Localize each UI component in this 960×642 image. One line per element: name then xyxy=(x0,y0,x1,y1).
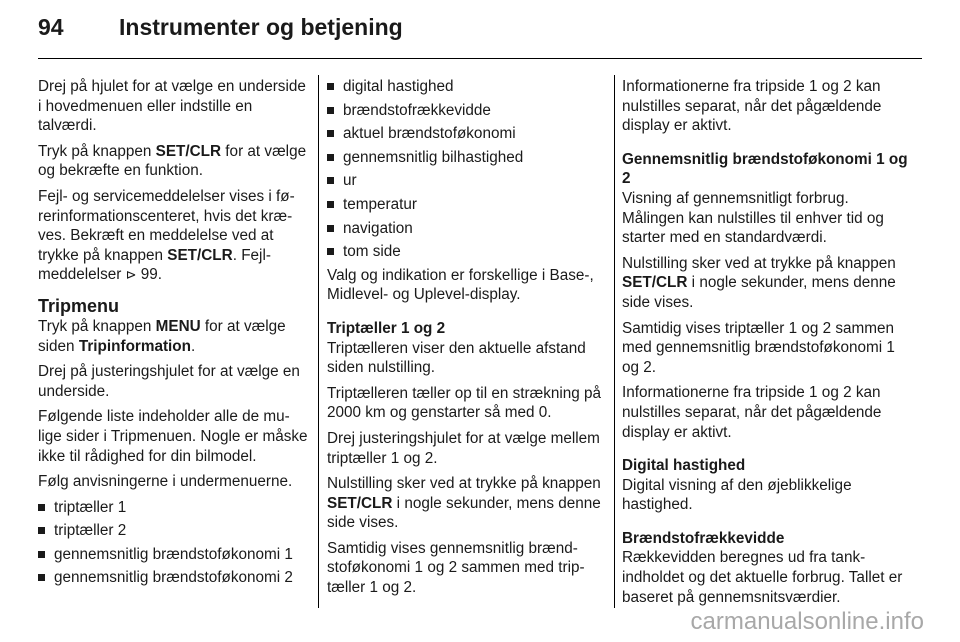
bullet-icon xyxy=(38,551,45,558)
bullet-icon xyxy=(38,574,45,581)
page-reference-arrow-icon[interactable]: ⊳ xyxy=(125,267,137,283)
paragraph: Samtidig vises triptæller 1 og 2 sammen med gennemsnitlig brændstoføkonomi 1 og 2. xyxy=(622,319,895,376)
list-item: gennemsnitlig bilhastighed xyxy=(327,148,605,168)
subheading: Digital hastighed xyxy=(622,457,746,475)
paragraph: Samtidig vises gennemsnitlig brændstoføkonomi 1 og 2 sammen med triptæller 1 og 2. xyxy=(327,539,585,597)
trip-menu-list xyxy=(327,77,605,262)
bullet-icon xyxy=(327,107,334,114)
list-item: gennemsnitlig brændstoføkonomi 2 xyxy=(38,568,308,588)
paragraph: Tryk på knappen SET/CLR for at vælge og bekræfte en funktion. xyxy=(38,142,307,180)
paragraph: Nulstilling sker ved at trykke på knappen SET/CLR i nogle sekunder, mens denne side vises. xyxy=(327,475,601,532)
paragraph: Følgende liste indeholder alle de mulige sider i Tripmenuen. Nogle er måske ikke til rådighed for din bilmodel. xyxy=(38,408,308,465)
bullet-icon xyxy=(38,527,45,534)
column-divider xyxy=(318,75,319,608)
paragraph: Digital visning af den øjeblikkelige hastighed. xyxy=(622,476,852,514)
header-rule xyxy=(38,58,922,59)
button-name: SET/CLR xyxy=(155,142,222,160)
bullet-icon xyxy=(327,83,334,90)
list-item: ur xyxy=(327,171,605,191)
bullet-icon xyxy=(327,201,334,208)
paragraph: Triptælleren viser den aktuelle afstand siden nulstilling. xyxy=(327,339,586,377)
paragraph: Valg og indikation er forskellige i Base-, Midlevel- og Uplevel-display. xyxy=(327,266,594,304)
page-header xyxy=(38,14,922,52)
paragraph: Drej på hjulet for at vælge en underside i hovedmenuen eller indstille en talværdi. xyxy=(38,78,306,135)
list-item: aktuel brændstoføkonomi xyxy=(327,124,605,144)
list-item: triptæller 2 xyxy=(38,521,308,541)
paragraph: Fejl- og servicemeddelelser vises i førerinformationscenteret, hvis det kræves. Bekræft en meddelelse ved at trykke på knappen SET/CLR. Fejlmeddelelser ⊳ 99. xyxy=(38,187,295,284)
paragraph: Drej justeringshjulet for at vælge mellem triptæller 1 og 2. xyxy=(327,429,600,467)
paragraph: Triptælleren tæller op til en strækning på 2000 km og genstarter så med 0. xyxy=(327,384,602,422)
subheading: Gennemsnitlig brændstoføkonomi 1 og 2 xyxy=(622,150,908,188)
paragraph: Nulstilling sker ved at trykke på knappen SET/CLR i nogle sekunder, mens denne side vises. xyxy=(622,254,896,311)
page-title: Instrumenter og betjening xyxy=(119,14,403,40)
bullet-icon xyxy=(327,177,334,184)
button-name: MENU xyxy=(155,317,201,335)
section-heading: Tripmenu xyxy=(38,295,120,316)
button-name: SET/CLR xyxy=(327,494,393,512)
paragraph: Rækkevidden beregnes ud fra tankindholdet og det aktuelle forbrug. Tallet er baseret på gennemsnitsværdier. xyxy=(622,549,903,606)
menu-page-name: Tripinformation xyxy=(78,337,192,355)
paragraph: Tryk på knappen MENU for at vælge siden Tripinformation. xyxy=(38,317,286,355)
trip-menu-list xyxy=(38,498,308,588)
list-item: brændstofrækkevidde xyxy=(327,101,605,121)
watermark: carmanualsonline.info xyxy=(690,608,924,635)
subheading: Brændstofrækkevidde xyxy=(622,529,785,547)
bullet-icon xyxy=(327,130,334,137)
button-name: SET/CLR xyxy=(622,274,688,292)
column-3 xyxy=(622,77,908,613)
list-item: temperatur xyxy=(327,195,605,215)
column-divider xyxy=(614,75,615,608)
list-item: tom side xyxy=(327,242,605,262)
paragraph: Informationerne fra tripside 1 og 2 kan nulstilles separat, når det pågældende display er aktivt. xyxy=(622,384,882,441)
bullet-icon xyxy=(327,154,334,161)
subheading: Triptæller 1 og 2 xyxy=(327,319,446,337)
column-2 xyxy=(327,77,605,604)
paragraph: Følg anvisningerne i undermenuerne. xyxy=(38,473,293,491)
paragraph: Informationerne fra tripside 1 og 2 kan nulstilles separat, når det pågældende display er aktivt. xyxy=(622,78,882,135)
button-name: SET/CLR xyxy=(167,246,233,264)
page-number: 94 xyxy=(38,14,64,40)
list-item: navigation xyxy=(327,219,605,239)
paragraph: Visning af gennemsnitligt forbrug. Målingen kan nulstilles til enhver tid og starter med en standardværdi. xyxy=(622,189,884,247)
bullet-icon xyxy=(327,225,334,232)
paragraph: Drej på justeringshjulet for at vælge en underside. xyxy=(38,363,300,400)
list-item: digital hastighed xyxy=(327,77,605,97)
column-1 xyxy=(38,77,308,592)
list-item: triptæller 1 xyxy=(38,498,308,518)
bullet-icon xyxy=(38,504,45,511)
bullet-icon xyxy=(327,248,334,255)
page-reference[interactable]: 99. xyxy=(136,266,162,284)
list-item: gennemsnitlig brændstoføkonomi 1 xyxy=(38,545,308,565)
